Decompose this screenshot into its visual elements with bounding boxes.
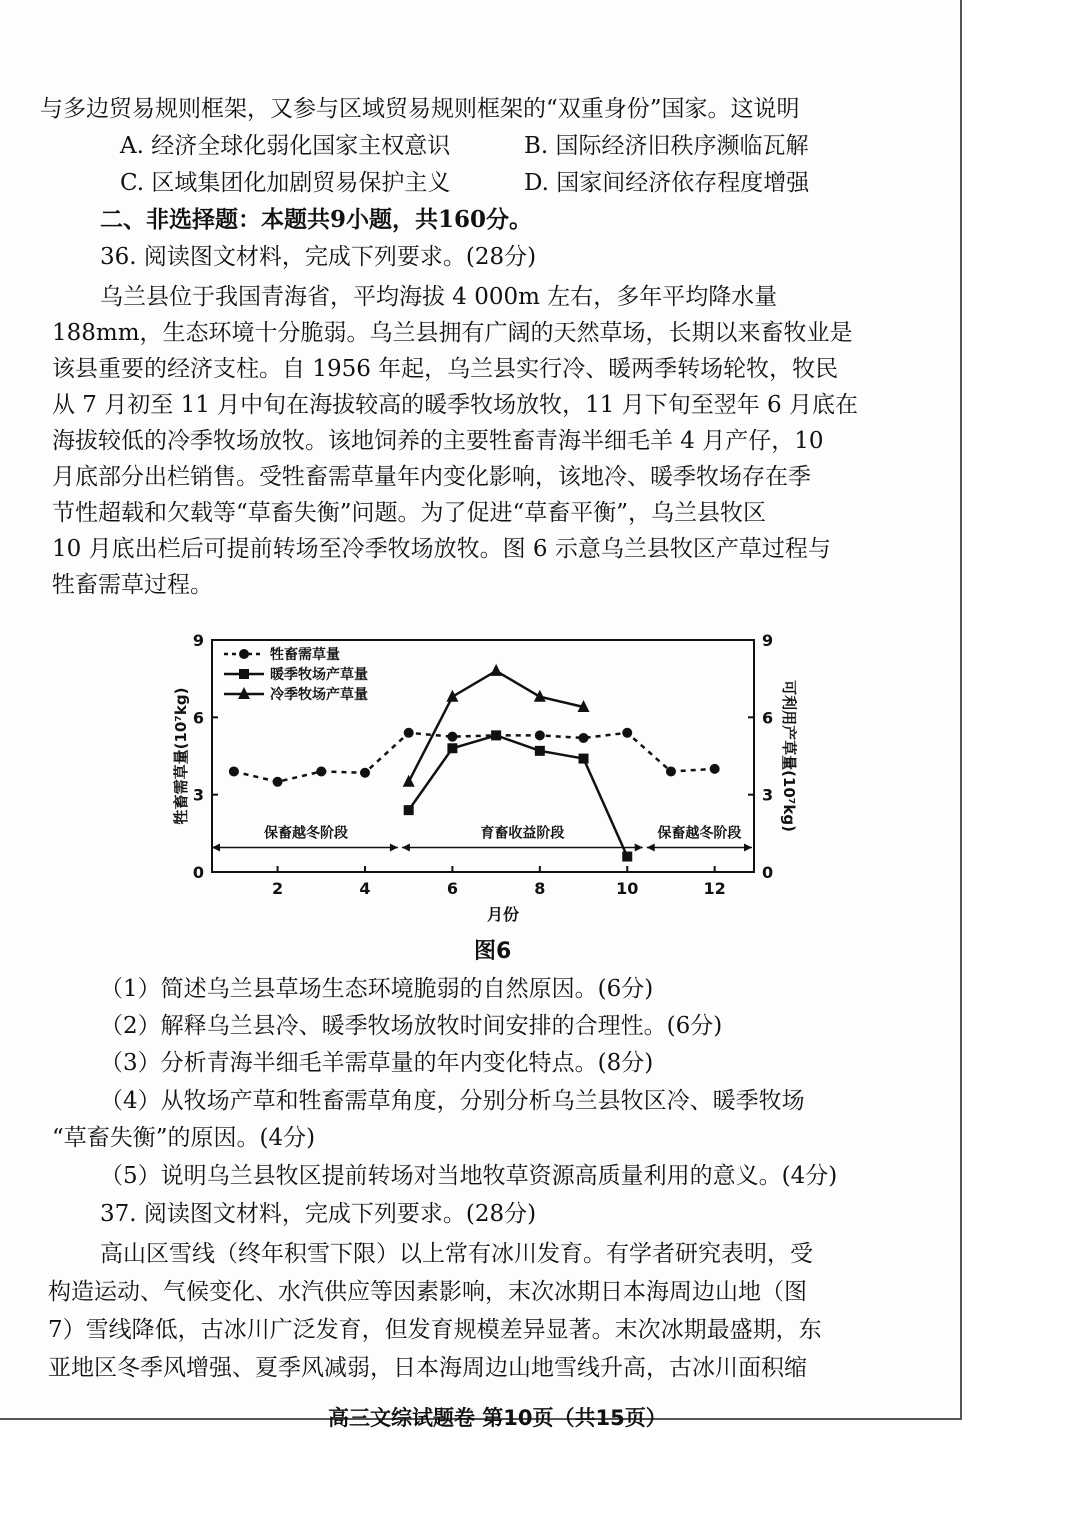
sub-question-2: （2）解释乌兰县冷、暖季牧场放牧时间安排的合理性。(6分) bbox=[100, 1013, 723, 1039]
data-point-circle bbox=[535, 730, 545, 740]
option-b: B. 国际经济旧秩序濒临瓦解 bbox=[524, 133, 809, 159]
data-point-triangle bbox=[534, 690, 546, 702]
y-tick-label-left: 6 bbox=[192, 708, 204, 728]
series-line-3 bbox=[409, 671, 584, 782]
stage-arrow-head-right bbox=[635, 844, 643, 852]
data-point-square bbox=[447, 743, 457, 753]
option-a: A. 经济全球化弱化国家主权意识 bbox=[120, 133, 451, 159]
x-tick-label: 4 bbox=[359, 879, 371, 898]
sub-question-3: （3）分析青海半细毛羊需草量的年内变化特点。(8分) bbox=[100, 1050, 654, 1076]
x-tick-label: 2 bbox=[271, 879, 284, 898]
legend-marker bbox=[239, 649, 249, 659]
paragraph-line: 构造运动、气候变化、水汽供应等因素影响，末次冰期日本海周边山地（图 bbox=[48, 1279, 807, 1305]
paragraph-line: 该县重要的经济支柱。自 1956 年起，乌兰县实行冷、暖两季转场轮牧，牧民 bbox=[52, 356, 839, 382]
grass-supply-demand-chart bbox=[170, 628, 798, 928]
data-point-circle bbox=[622, 728, 632, 738]
data-point-circle bbox=[710, 764, 720, 774]
stage-label: 育畜收益阶段 bbox=[480, 825, 565, 842]
x-tick-label: 8 bbox=[534, 879, 546, 898]
paragraph-line: 亚地区冬季风增强、夏季风减弱，日本海周边山地雪线升高，古冰川面积缩 bbox=[48, 1355, 807, 1381]
y-tick-label-left: 0 bbox=[192, 863, 204, 882]
data-point-square bbox=[579, 754, 589, 764]
paragraph-line: 乌兰县位于我国青海省，平均海拔 4 000m 左右，多年平均降水量 bbox=[100, 284, 778, 310]
data-point-circle bbox=[404, 728, 414, 738]
data-point-circle bbox=[579, 733, 589, 743]
stage-label: 保畜越冬阶段 bbox=[263, 825, 348, 842]
sub-question-1: （1）简述乌兰县草场生态环境脆弱的自然原因。(6分) bbox=[100, 976, 654, 1002]
data-point-circle bbox=[447, 732, 457, 742]
stage-label: 保畜越冬阶段 bbox=[657, 825, 742, 842]
y-tick-label-right: 0 bbox=[762, 863, 774, 882]
legend-entry: 牲畜需草量 bbox=[270, 647, 340, 663]
paragraph-line: 节性超载和欠载等“草畜失衡”问题。为了促进“草畜平衡”，乌兰县牧区 bbox=[52, 500, 767, 526]
paragraph-line: 牲畜需草过程。 bbox=[52, 572, 213, 598]
y-tick-label-right: 9 bbox=[762, 631, 774, 650]
legend-marker bbox=[239, 669, 249, 679]
option-d: D. 国家间经济依存程度增强 bbox=[524, 170, 810, 196]
sub-question-4-cont: “草畜失衡”的原因。(4分) bbox=[52, 1125, 316, 1151]
legend-entry: 暖季牧场产草量 bbox=[270, 667, 368, 683]
paragraph-line: 188mm，生态环境十分脆弱。乌兰县拥有广阔的天然草场，长期以来畜牧业是 bbox=[52, 320, 853, 346]
y-axis-label-left: 牲畜需草量(10⁷kg) bbox=[172, 687, 190, 825]
x-tick-label: 12 bbox=[703, 879, 726, 898]
series-line-1 bbox=[234, 733, 715, 782]
stage-arrow-head-right bbox=[744, 844, 752, 852]
data-point-circle bbox=[316, 766, 326, 776]
paragraph-line: 高山区雪线（终年积雪下限）以上常有冰川发育。有学者研究表明，受 bbox=[100, 1241, 813, 1267]
section-heading: 二、非选择题：本题共9小题，共160分。 bbox=[100, 206, 533, 233]
y-tick-label-right: 3 bbox=[762, 785, 774, 805]
paragraph-line: 7）雪线降低，古冰川广泛发育，但发育规模差异显著。末次冰期最盛期，东 bbox=[48, 1317, 822, 1343]
stage-arrow-head-left bbox=[647, 844, 655, 852]
y-tick-label-right: 6 bbox=[762, 708, 774, 728]
data-point-square bbox=[491, 730, 501, 740]
data-point-triangle bbox=[490, 664, 502, 676]
data-point-square bbox=[622, 852, 632, 862]
data-point-circle bbox=[360, 768, 370, 778]
sub-question-5: （5）说明乌兰县牧区提前转场对当地牧草资源高质量利用的意义。(4分) bbox=[100, 1163, 838, 1189]
paragraph-line: 月底部分出栏销售。受牲畜需草量年内变化影响，该地冷、暖季牧场存在季 bbox=[52, 464, 811, 490]
y-axis-label-right: 可利用产草量(10⁷kg) bbox=[780, 680, 798, 832]
data-point-circle bbox=[666, 766, 676, 776]
data-point-triangle bbox=[403, 775, 415, 787]
legend-entry: 冷季牧场产草量 bbox=[270, 687, 368, 703]
data-point-square bbox=[404, 805, 414, 815]
paragraph-line: 从 7 月初至 11 月中旬在海拔较高的暖季牧场放牧，11 月下旬至翌年 6 月底在 bbox=[52, 392, 858, 418]
paragraph-line: 10 月底出栏后可提前转场至冷季牧场放牧。图 6 示意乌兰县牧区产草过程与 bbox=[52, 536, 831, 562]
x-axis-label: 月份 bbox=[486, 905, 520, 924]
page-footer: 高三文综试题卷 第10页（共15页） bbox=[328, 1406, 667, 1430]
y-tick-label-left: 3 bbox=[192, 785, 204, 805]
y-tick-label-left: 9 bbox=[192, 631, 204, 650]
data-point-circle bbox=[229, 766, 239, 776]
stage-arrow-head-left bbox=[212, 844, 220, 852]
figure-caption: 图6 bbox=[474, 939, 512, 964]
stage-arrow-head-left bbox=[402, 844, 410, 852]
x-tick-label: 6 bbox=[446, 879, 458, 898]
question-37-heading: 37. 阅读图文材料，完成下列要求。(28分) bbox=[100, 1201, 537, 1227]
data-point-triangle bbox=[446, 690, 458, 702]
sub-question-4: （4）从牧场产草和牲畜需草角度，分别分析乌兰县牧区冷、暖季牧场 bbox=[100, 1088, 805, 1114]
data-point-circle bbox=[273, 777, 283, 787]
stage-arrow-head-right bbox=[390, 844, 398, 852]
data-point-square bbox=[535, 746, 545, 756]
text-line: 与多边贸易规则框架，又参与区域贸易规则框架的“双重身份”国家。这说明 bbox=[40, 96, 800, 122]
x-tick-label: 10 bbox=[616, 879, 639, 898]
option-c: C. 区域集团化加剧贸易保护主义 bbox=[120, 170, 451, 196]
question-36-heading: 36. 阅读图文材料，完成下列要求。(28分) bbox=[100, 244, 537, 270]
paragraph-line: 海拔较低的冷季牧场放牧。该地饲养的主要牲畜青海半细毛羊 4 月产仔，10 bbox=[52, 428, 824, 454]
